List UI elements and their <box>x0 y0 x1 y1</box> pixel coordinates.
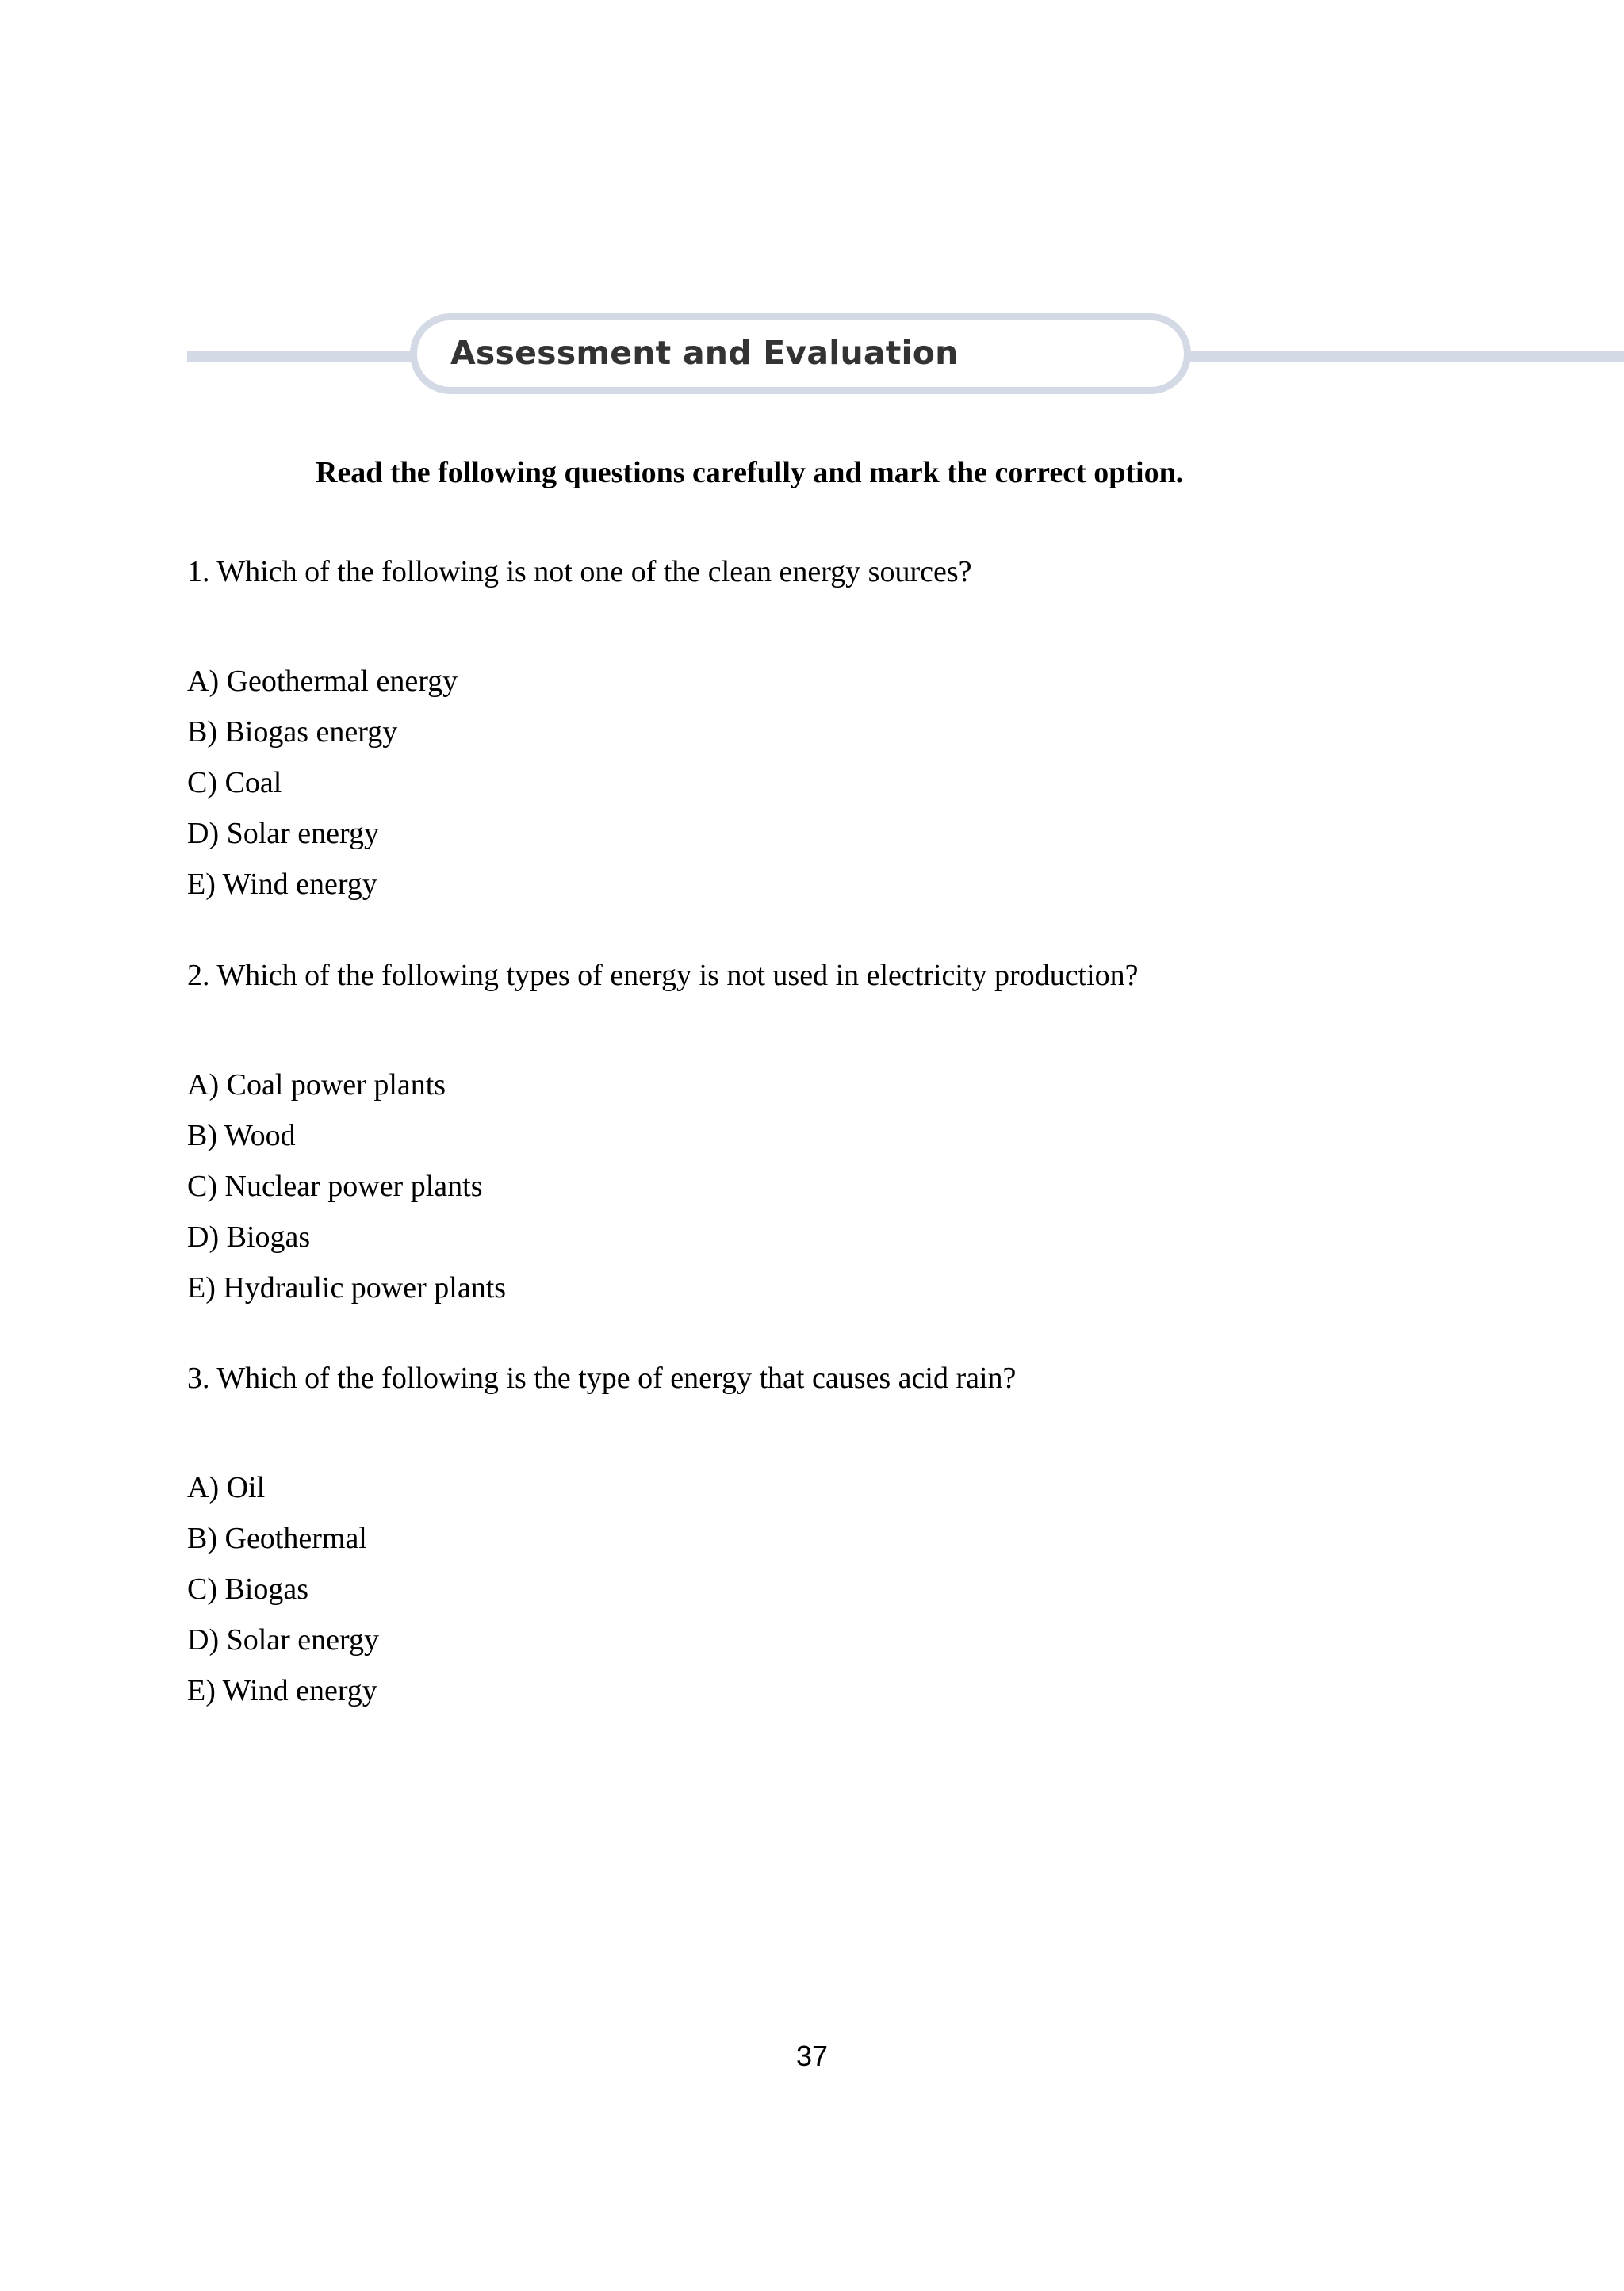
option-b: B) Biogas energy <box>187 715 398 749</box>
question-text: 2. Which of the following types of energy is not used in electricity production? <box>187 959 1139 992</box>
banner-rule-right <box>1183 351 1624 362</box>
instruction-text: Read the following questions carefully and mark the correct option. <box>316 456 1184 489</box>
banner-pill <box>410 313 1191 394</box>
option-a: A) Geothermal energy <box>187 665 458 698</box>
section-title: Assessment and Evaluation <box>450 334 959 372</box>
option-a: A) Oil <box>187 1471 266 1504</box>
question-2 <box>187 958 1139 1313</box>
section-header-banner <box>0 313 1624 404</box>
option-d: D) Biogas <box>187 1220 311 1254</box>
option-c: C) Coal <box>187 766 282 799</box>
question-3 <box>187 1361 1016 1716</box>
option-d: D) Solar energy <box>187 1623 380 1657</box>
option-b: B) Wood <box>187 1119 296 1152</box>
question-text: 3. Which of the following is the type of energy that causes acid rain? <box>187 1362 1017 1395</box>
option-b: B) Geothermal <box>187 1522 367 1555</box>
banner-rule-left <box>187 351 419 362</box>
option-e: E) Hydraulic power plants <box>187 1271 507 1304</box>
page-number: 37 <box>795 2040 829 2072</box>
option-e: E) Wind energy <box>187 868 377 901</box>
option-e: E) Wind energy <box>187 1674 377 1707</box>
question-1 <box>187 554 971 910</box>
option-d: D) Solar energy <box>187 817 380 850</box>
option-c: C) Biogas <box>187 1573 309 1606</box>
question-text: 1. Which of the following is not one of the clean energy sources? <box>187 555 972 588</box>
option-a: A) Coal power plants <box>187 1068 446 1101</box>
option-c: C) Nuclear power plants <box>187 1170 483 1203</box>
